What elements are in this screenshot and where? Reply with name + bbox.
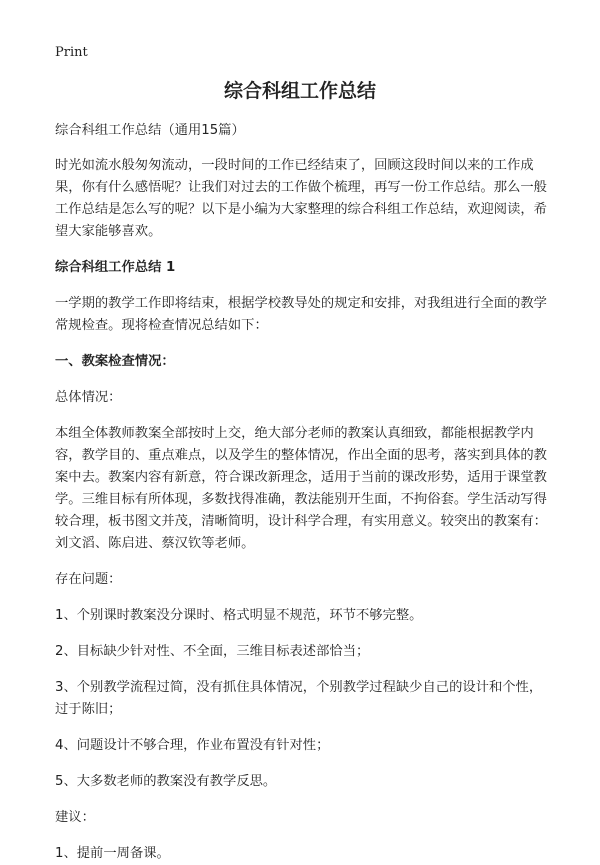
document-subtitle: 综合科组工作总结（通用15篇） xyxy=(55,123,245,138)
section-intro-paragraph: 一学期的教学工作即将结束，根据学校教导处的规定和安排，对我组进行全面的教学常规检查。现将检查情况总结如下： xyxy=(55,296,547,333)
section-heading: 综合科组工作总结 1 xyxy=(55,260,176,275)
overall-label: 总体情况： xyxy=(55,390,122,405)
list-item: 1、个别课时教案没分课时、格式明显不规范，环节不够完整。 xyxy=(55,608,423,623)
list-item: 1、提前一周备课。 xyxy=(55,846,170,861)
problems-label: 存在问题： xyxy=(55,572,122,587)
print-link[interactable]: Print xyxy=(55,45,88,60)
document-body xyxy=(55,120,551,865)
list-item: 5、大多数老师的教案没有教学反思。 xyxy=(55,774,277,789)
list-item: 4、问题设计不够合理，作业布置没有针对性； xyxy=(55,738,330,753)
list-item: 3、个别教学流程过简，没有抓住具体情况，个别教学过程缺少自己的设计和个性，过于陈旧； xyxy=(55,680,543,717)
lesson-plan-check-heading: 一、教案检查情况： xyxy=(55,354,175,369)
list-item: 2、目标缺少针对性、不全面，三维目标表述部恰当； xyxy=(55,644,370,659)
overall-paragraph: 本组全体教师教案全部按时上交，绝大部分老师的教案认真细致，都能根据教学内容，教学目的、重点难点，以及学生的整体情况，作出全面的思考，落实到具体的教案中去。教案内容有新意，符合课改新理念，适用于当前的课改形势，适用于课堂教学。三维目标有所体现，多数找得准确，教法能别开生面，不拘俗套。学生活动写得较合理，板书图文并茂，清晰简明，设计科学合理，有实用意义。较突出的教案有：刘文滔、陈启进、蔡汉钦等老师。 xyxy=(55,426,547,551)
suggestions-label: 建议： xyxy=(55,810,95,825)
page-title: 综合科组工作总结 xyxy=(223,80,376,102)
intro-paragraph: 时光如流水般匆匆流动，一段时间的工作已经结束了，回顾这段时间以来的工作成果，你有什么感悟呢？让我们对过去的工作做个梳理，再写一份工作总结。那么一般工作总结是怎么写的呢？以下是小编为大家整理的综合科组工作总结，欢迎阅读，希望大家能够喜欢。 xyxy=(55,158,547,239)
